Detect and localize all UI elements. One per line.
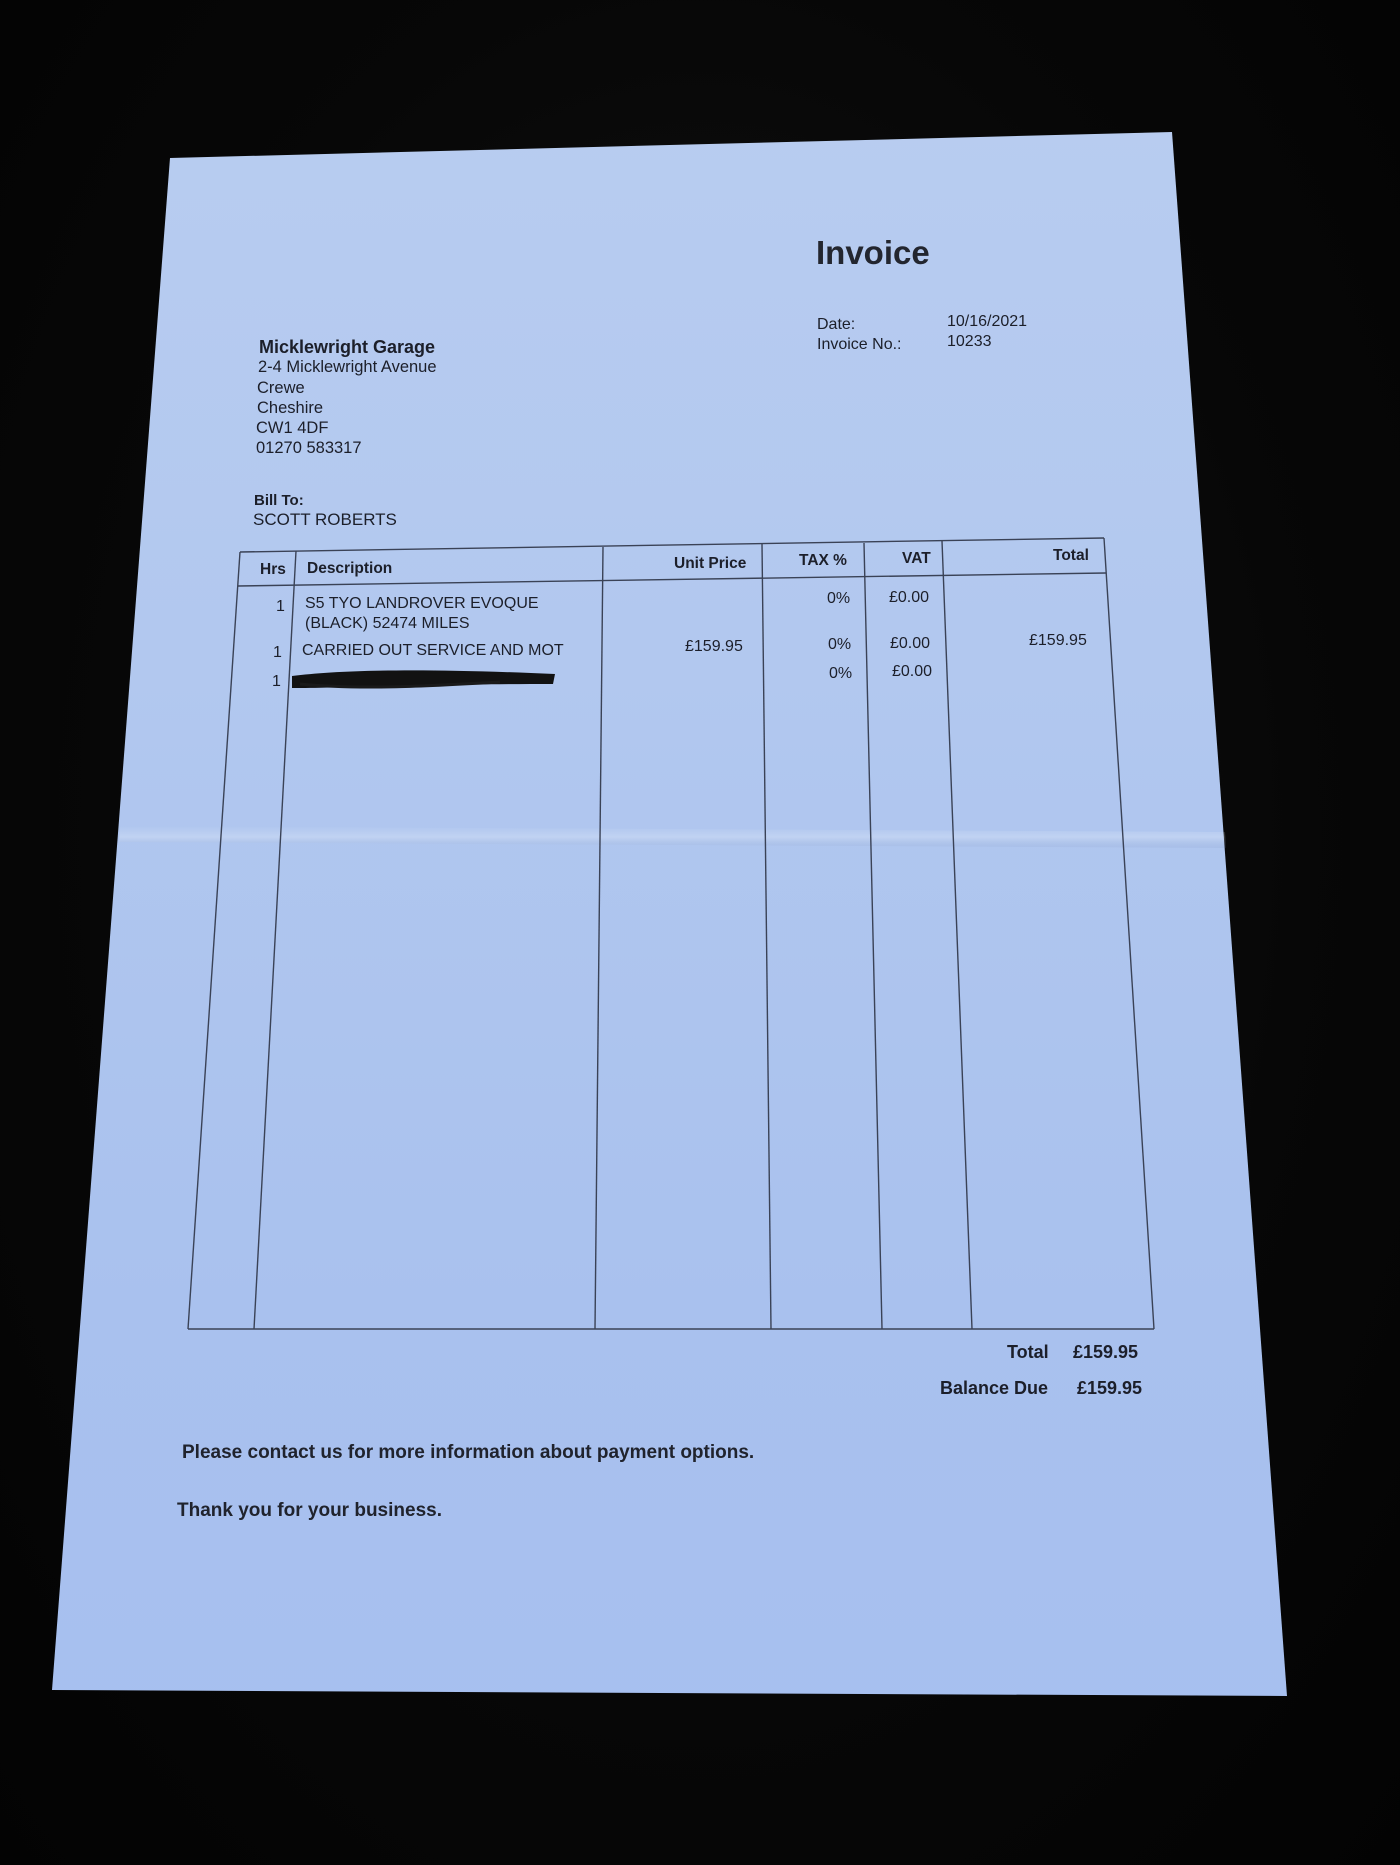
company-address-line3: Cheshire [257,399,324,417]
invoice-number-value: 10233 [947,333,992,350]
total-label: Total [1007,1342,1049,1362]
date-value: 10/16/2021 [947,313,1028,330]
header-tax: TAX % [799,552,847,569]
row1-hrs: 1 [276,598,285,615]
payment-note: Please contact us for more information about payment options. [182,1442,755,1463]
balance-due-value: £159.95 [1077,1378,1143,1398]
company-postcode: CW1 4DF [256,419,329,437]
bill-to-label: Bill To: [254,492,304,509]
row2-vat: £0.00 [890,635,931,652]
company-name: Micklewright Garage [259,337,436,357]
bill-to-name: SCOTT ROBERTS [253,510,397,529]
thanks-note: Thank you for your business. [177,1500,442,1521]
company-address-line2: Crewe [257,379,305,397]
row3-vat: £0.00 [892,663,933,680]
fold-crease [119,826,1226,848]
row2-unit-price: £159.95 [685,638,743,655]
invoice-title: Invoice [816,234,930,271]
company-phone: 01270 583317 [256,439,362,457]
balance-due-label: Balance Due [940,1378,1049,1398]
row3-hrs: 1 [272,673,281,690]
row3-tax: 0% [829,665,853,682]
invoice-number-label: Invoice No.: [817,336,902,353]
header-total: Total [1053,547,1089,564]
row1-vat: £0.00 [889,589,930,606]
row2-description: CARRIED OUT SERVICE AND MOT [302,642,564,659]
row1-tax: 0% [827,590,851,607]
company-address-line1: 2-4 Micklewright Avenue [258,358,437,376]
header-description: Description [307,560,393,577]
date-label: Date: [817,316,856,333]
total-value: £159.95 [1073,1342,1139,1362]
header-unit-price: Unit Price [674,555,747,572]
header-hrs: Hrs [260,561,286,578]
header-vat: VAT [902,550,931,567]
row2-tax: 0% [828,636,852,653]
row2-total: £159.95 [1029,632,1087,649]
row1-description-line2: (BLACK) 52474 MILES [305,615,470,632]
row1-description-line1: S5 TYO LANDROVER EVOQUE [305,595,539,612]
redaction-mark [292,670,555,688]
row2-hrs: 1 [273,644,282,661]
